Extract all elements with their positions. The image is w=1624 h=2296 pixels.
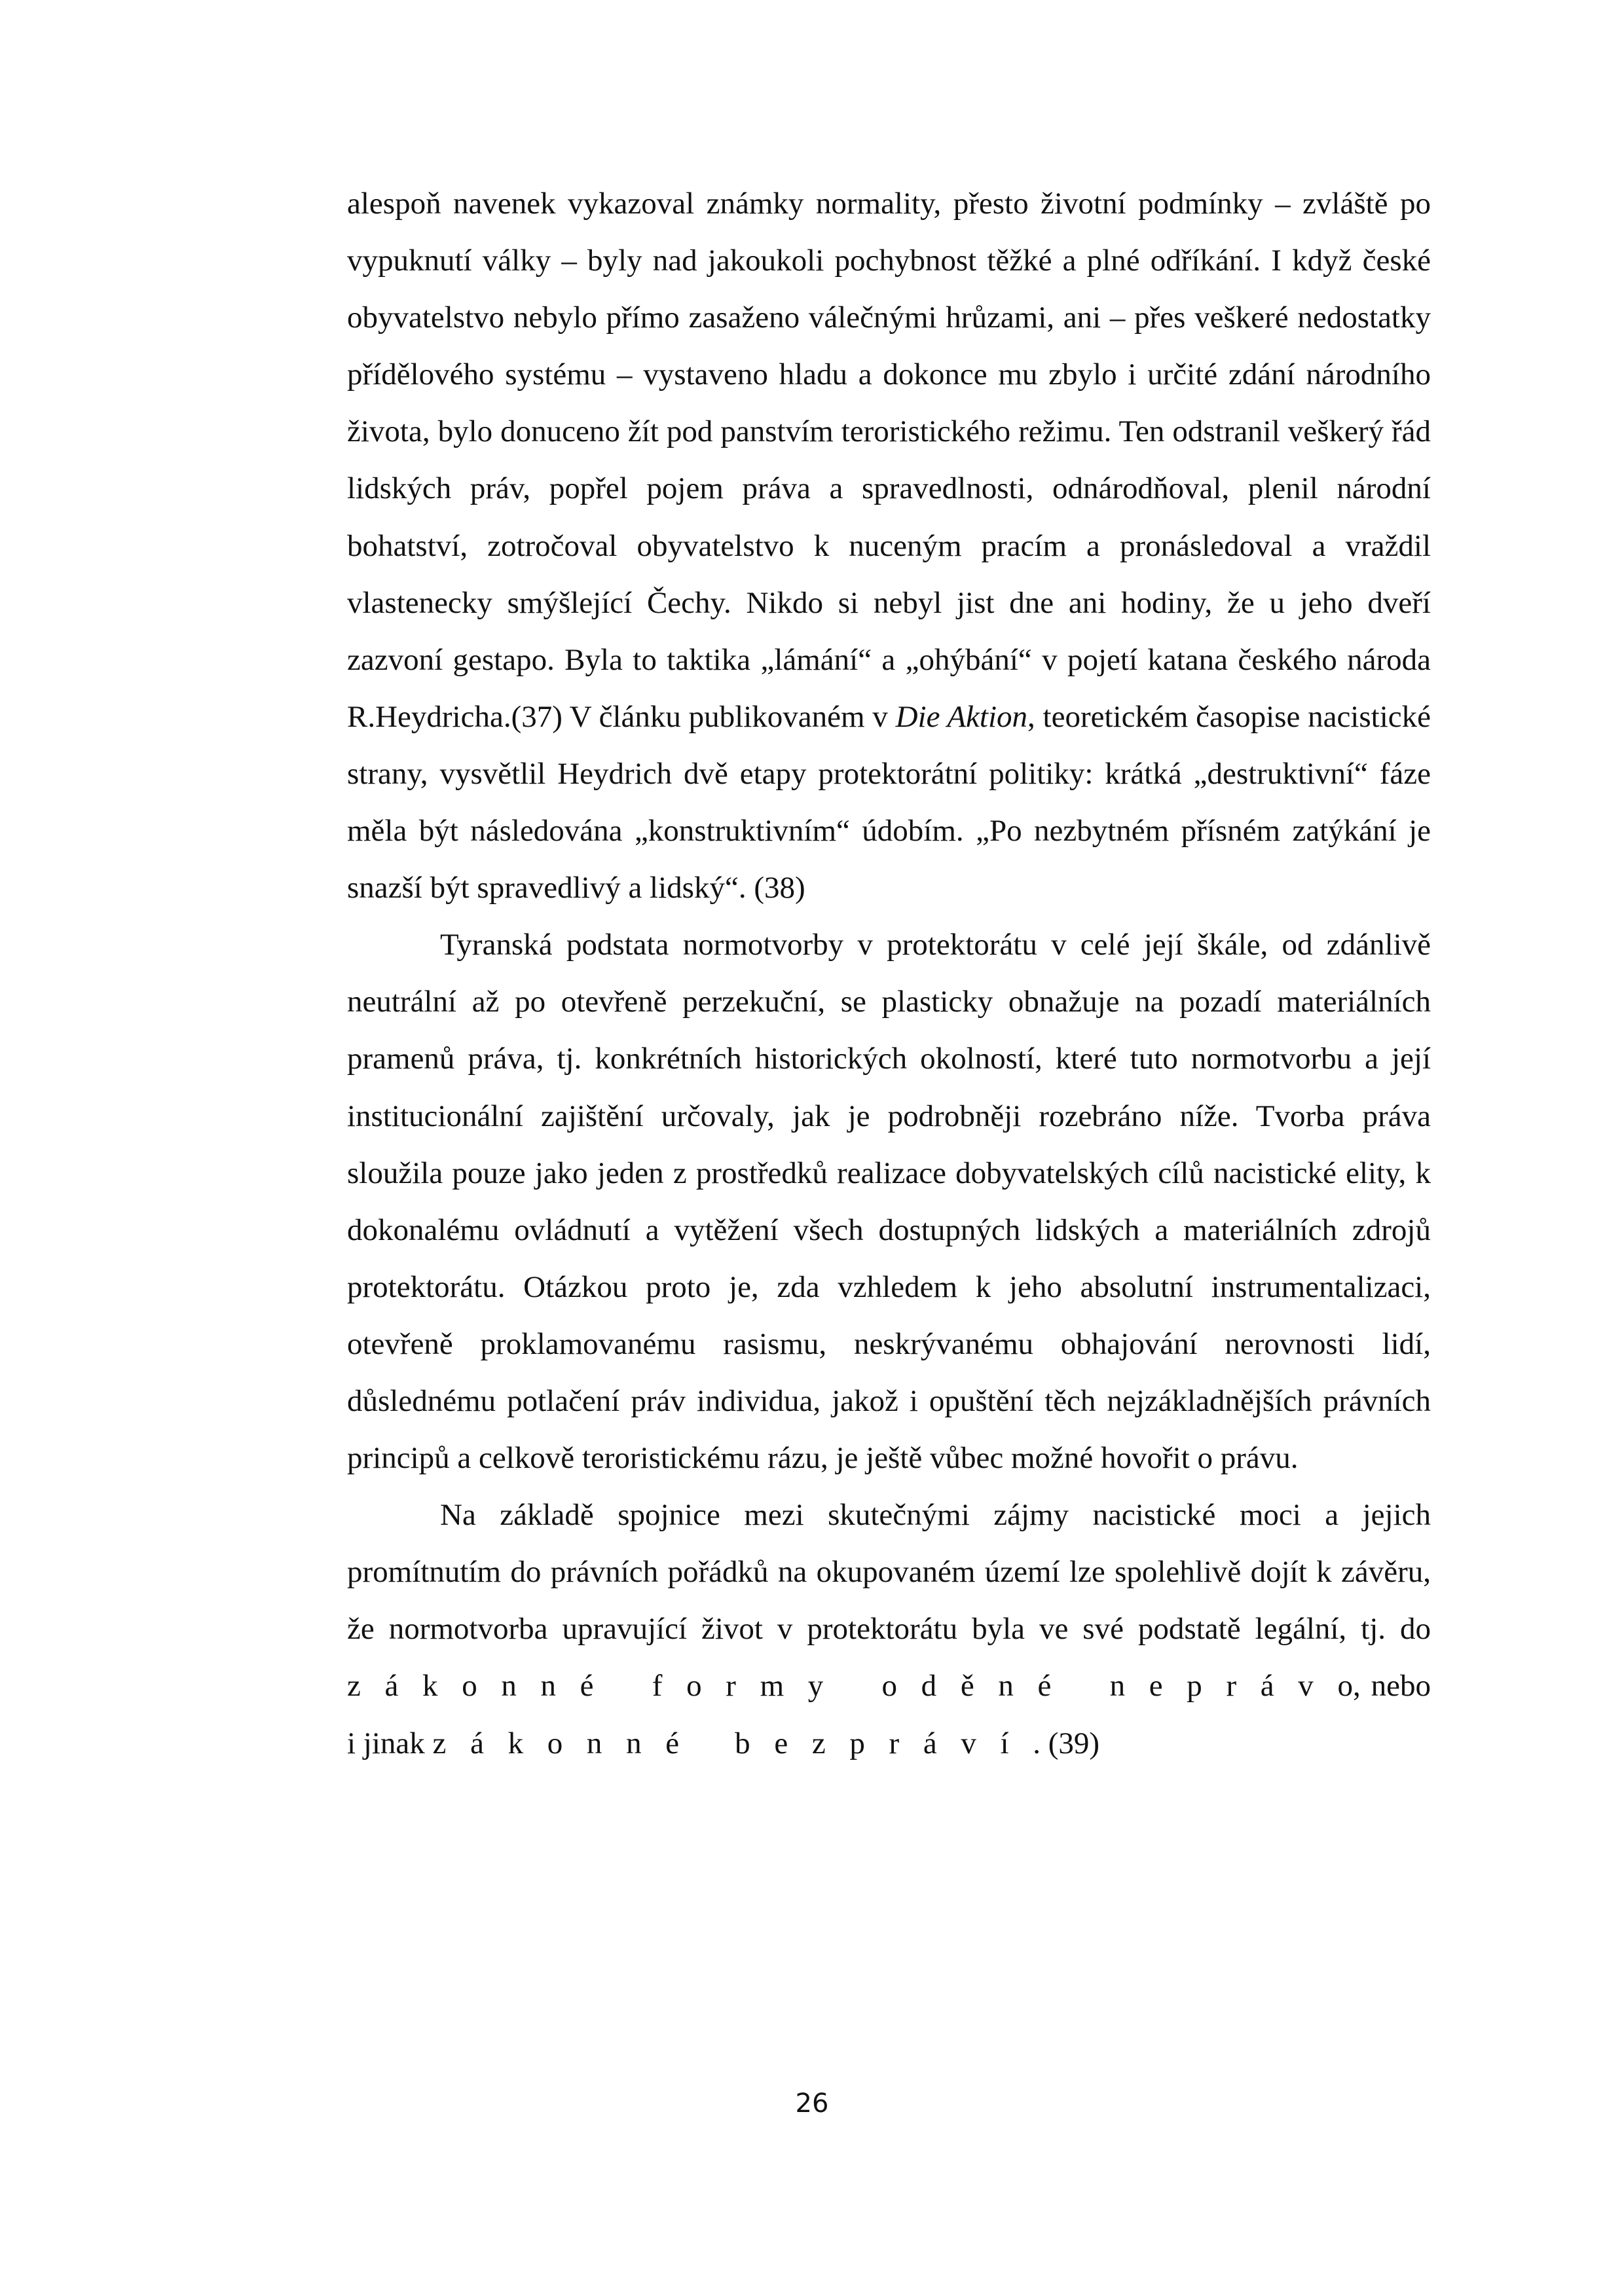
body-text <box>347 175 1431 1772</box>
paragraph-3-text-c: . (39) <box>1033 1726 1100 1760</box>
journal-title-italic: Die Aktion <box>895 699 1028 734</box>
paragraph-3-text-b: o, nebo i jinak <box>347 1669 1431 1760</box>
paragraph-2 <box>347 917 1431 1487</box>
paragraph-1-text-b: , teoretickém časopise nacistické strany, vysvětlil Heydrich dvě etapy protektorátní politiky: krátká „destruktivní“ fáze měla být následována „konstruktivním“ údobím. „Po nezbytném přísném zatýkání je snazší být spravedlivý a lidský“. (38) <box>347 699 1431 905</box>
paragraph-1 <box>347 175 1431 917</box>
paragraph-3 <box>347 1487 1431 1772</box>
page-number: 26 <box>795 2088 829 2119</box>
spaced-emphasis-1: zákonné formy oděné nepráv <box>347 1669 1338 1704</box>
spaced-emphasis-2: zákonné bezpráví <box>432 1726 1033 1760</box>
paragraph-2-text: Tyranská podstata normotvorby v protektorátu v celé její škále, od zdánlivě neutrální až po otevřeně perzekuční, se plasticky obnažuje na pozadí materiálních pramenů práva, tj. konkrétních historických okolností, které tuto normotvorbu a její institucionální zajištění určovaly, jak je podrobněji rozebráno níže. Tvorba práva sloužila pouze jako jeden z prostředků realizace dobyvatelských cílů nacistické elity, k dokonalému ovládnutí a vytěžení všech dostupných lidských a materiálních zdrojů protektorátu. Otázkou proto je, zda vzhledem k jeho absolutní instrumentalizaci, otevřeně proklamovanému rasismu, neskrývanému obhajování nerovnosti lidí, důslednému potlačení práv individua, jakož i opuštění těch nejzákladnějších právních principů a celkově teroristickému rázu, je ještě vůbec možné hovořit o právu. <box>347 928 1431 1476</box>
paragraph-3-text-a: Na základě spojnice mezi skutečnými zájmy nacistické moci a jejich promítnutím do právních pořádků na okupovaném území lze spolehlivě dojít k závěru, že normotvorba upravující život v protektorátu byla ve své podstatě legální, tj. do <box>347 1498 1431 1647</box>
paragraph-1-text-a: alespoň navenek vykazoval známky normality, přesto životní podmínky – zvláště po vypuknutí války – byly nad jakoukoli pochybnost těžké a plné odříkání. I když české obyvatelstvo nebylo přímo zasaženo válečnými hrůzami, ani – přes veškeré nedostatky přídělového systému – vystaveno hladu a dokonce mu zbylo i určité zdání národního života, bylo donuceno žít pod panstvím teroristického režimu. Ten odstranil veškerý řád lidských práv, popřel pojem práva a spravedlnosti, odnárodňoval, plenil národní bohatství, zotročoval obyvatelstvo k nuceným pracím a pronásledoval a vraždil vlastenecky smýšlející Čechy. Nikdo si nebyl jist dne ani hodiny, že u jeho dveří zazvoní gestapo. Byla to taktika „lámání“ a „ohýbání“ v pojetí katana českého národa R.Heydricha.(37) V článku publikovaném v <box>347 187 1431 734</box>
